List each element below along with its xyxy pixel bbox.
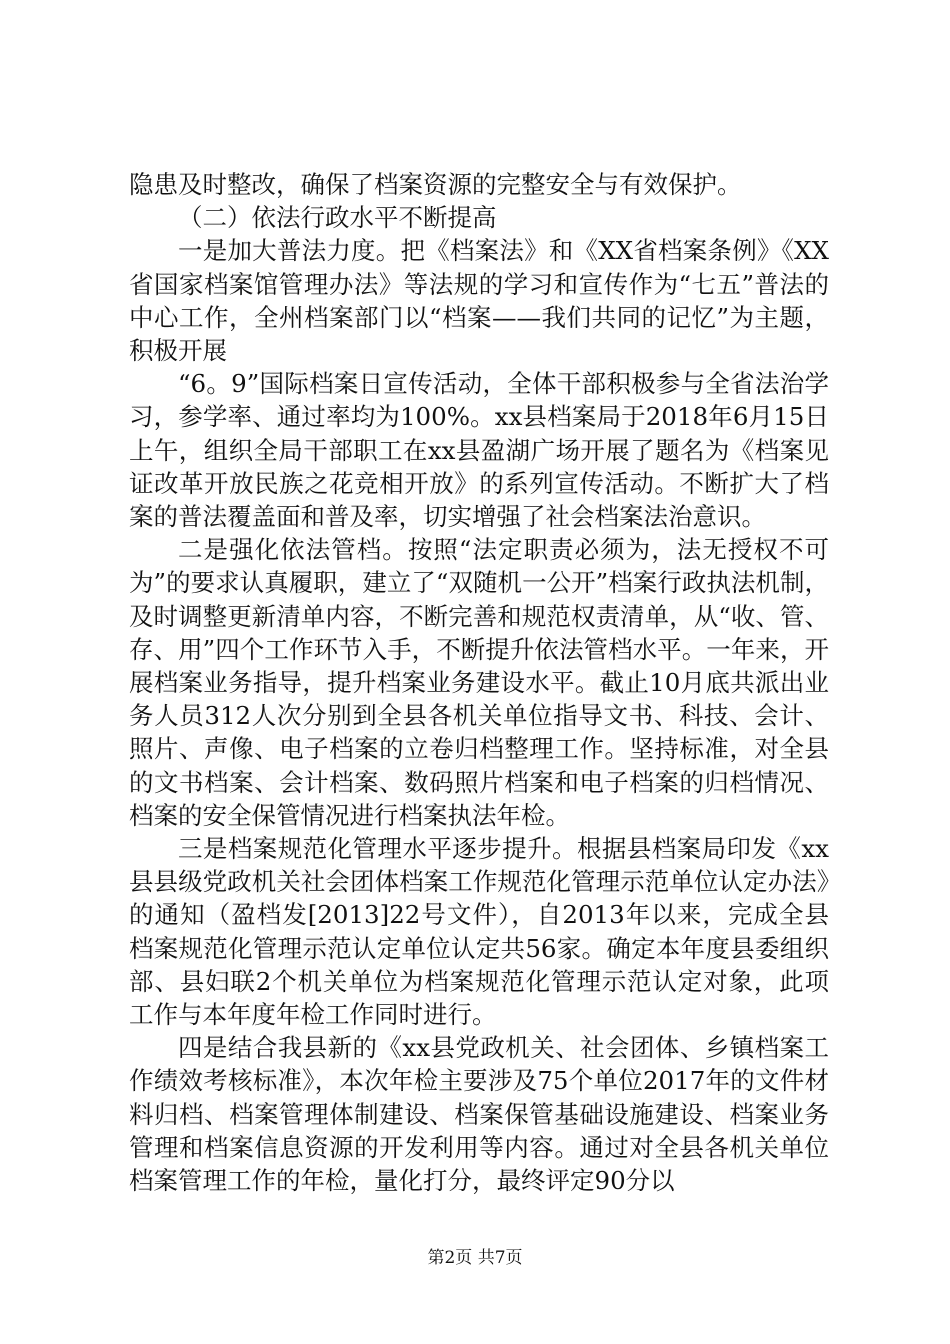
paragraph-7: 四是结合我县新的《xx县党政机关、社会团体、乡镇档案工作绩效考核标准》，本次年检主要涉及75个单位2017年的文件材料归档、档案管理体制建设、档案保管基础设施建设、档案业务管理和档案信息资源的开发利用等内容。通过对全县各机关单位档案管理工作的年检，量化打分，最终评定90分以 [129,1033,829,1196]
paragraph-4: “6。9”国际档案日宣传活动，全体干部积极参与全省法治学习，参学率、通过率均为100%。xx县档案局于2018年6月15日上午，组织全局干部职工在xx县盈湖广场开展了题名为《档案见证改革开放民族之花竞相开放》的系列宣传活动。不断扩大了档案的普法覆盖面和普及率，切实增强了社会档案法治意识。 [129,369,829,532]
paragraph-5: 二是强化依法管档。按照“法定职责必须为，法无授权不可为”的要求认真履职，建立了“双随机一公开”档案行政执法机制，及时调整更新清单内容，不断完善和规范权责清单，从“收、管、存、用”四个工作环节入手，不断提升依法管档水平。一年来，开展档案业务指导，提升档案业务建设水平。截止10月底共派出业务人员312人次分别到全县各机关单位指导文书、科技、会计、照片、声像、电子档案的立卷归档整理工作。坚持标准，对全县的文书档案、会计档案、数码照片档案和电子档案的归档情况、档案的安全保管情况进行档案执法年检。 [129,535,829,830]
paragraph-1: 隐患及时整改，确保了档案资源的完整安全与有效保护。 [129,170,742,199]
paragraph-3: 一是加大普法力度。把《档案法》和《XX省档案条例》《XX省国家档案馆管理办法》等法规的学习和宣传作为“七五”普法的中心工作，全州档案部门以“档案——我们共同的记忆”为主题，积极开展 [129,236,829,366]
document-body [129,168,829,1197]
section-heading: （二）依法行政水平不断提高 [178,203,497,233]
paragraph-6: 三是档案规范化管理水平逐步提升。根据县档案局印发《xx县县级党政机关社会团体档案工作规范化管理示范单位认定办法》的通知（盈档发[2013]22号文件），自2013年以来，完成全县档案规范化管理示范认定单位认定共56家。确定本年度县委组织部、县妇联2个机关单位为档案规范化管理示范认定对象，此项工作与本年度年检工作同时进行。 [129,834,829,1030]
page-footer: 第2页 共7页 [427,1248,523,1268]
